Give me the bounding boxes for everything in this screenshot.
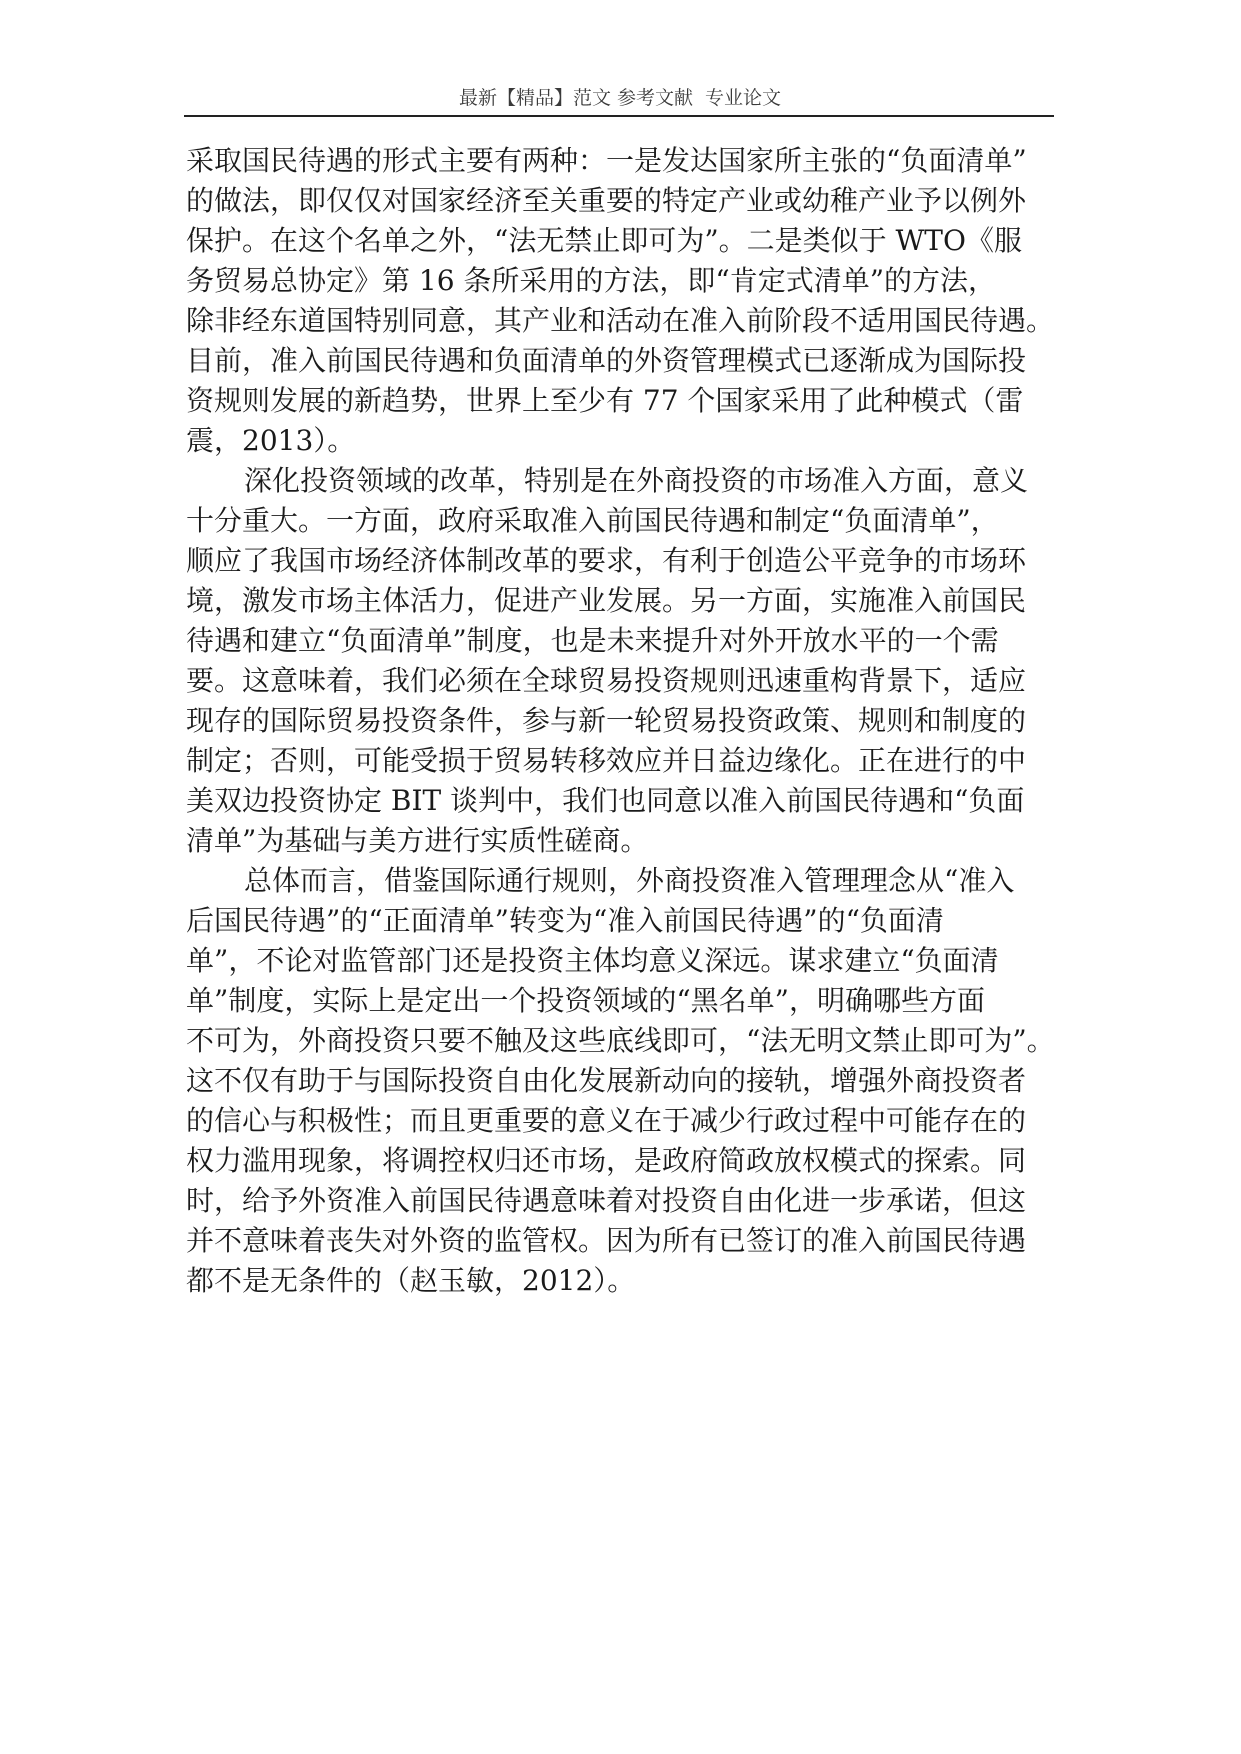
text-line: 十分重大。一方面，政府采取准入前国民待遇和制定“负面清单”， bbox=[186, 504, 999, 537]
page-header: 最新【精品】范文 参考文献 专业论文 bbox=[458, 87, 782, 109]
text-line: 单”制度，实际上是定出一个投资领域的“黑名单”，明确哪些方面 bbox=[186, 984, 985, 1017]
text-line: 制定；否则，可能受损于贸易转移效应并日益边缘化。正在进行的中 bbox=[186, 744, 1027, 777]
text-line: 的做法，即仅仅对国家经济至关重要的特定产业或幼稚产业予以例外 bbox=[186, 184, 1027, 217]
text-line: 清单”为基础与美方进行实质性磋商。 bbox=[186, 824, 649, 857]
text-line: 要。这意味着，我们必须在全球贸易投资规则迅速重构背景下，适应 bbox=[186, 664, 1027, 697]
text-line: 目前，准入前国民待遇和负面清单的外资管理模式已逐渐成为国际投 bbox=[186, 344, 1027, 377]
text-line: 总体而言，借鉴国际通行规则，外商投资准入管理理念从“准入 bbox=[244, 864, 1015, 897]
body-text bbox=[186, 141, 1060, 1301]
text-line: 并不意味着丧失对外资的监管权。因为所有已签订的准入前国民待遇 bbox=[186, 1224, 1027, 1257]
header-rule bbox=[184, 115, 1054, 117]
paragraph-1 bbox=[186, 141, 1060, 461]
paragraph-3 bbox=[186, 861, 1060, 1301]
text-line: 不可为，外商投资只要不触及这些底线即可，“法无明文禁止即可为”。 bbox=[186, 1024, 1055, 1057]
text-line: 时，给予外资准入前国民待遇意味着对投资自由化进一步承诺，但这 bbox=[186, 1184, 1027, 1217]
text-line: 单”，不论对监管部门还是投资主体均意义深远。谋求建立“负面清 bbox=[186, 944, 999, 977]
text-line: 深化投资领域的改革，特别是在外商投资的市场准入方面，意义 bbox=[244, 464, 1029, 497]
text-line: 除非经东道国特别同意，其产业和活动在准入前阶段不适用国民待遇。 bbox=[186, 304, 1055, 337]
text-line: 资规则发展的新趋势，世界上至少有 77 个国家采用了此种模式（雷 bbox=[186, 384, 1024, 417]
text-line: 务贸易总协定》第 16 条所采用的方法，即“肯定式清单”的方法， bbox=[186, 264, 997, 297]
text-line: 都不是无条件的（赵玉敏，2012）。 bbox=[186, 1264, 636, 1297]
text-line: 顺应了我国市场经济体制改革的要求，有利于创造公平竞争的市场环 bbox=[186, 544, 1027, 577]
text-line: 权力滥用现象，将调控权归还市场，是政府简政放权模式的探索。同 bbox=[186, 1144, 1027, 1177]
paragraph-2 bbox=[186, 461, 1060, 861]
text-line: 这不仅有助于与国际投资自由化发展新动向的接轨，增强外商投资者 bbox=[186, 1064, 1027, 1097]
text-line: 采取国民待遇的形式主要有两种：一是发达国家所主张的“负面清单” bbox=[186, 144, 1027, 177]
text-line: 美双边投资协定 BIT 谈判中，我们也同意以准入前国民待遇和“负面 bbox=[186, 784, 1025, 817]
text-line: 震，2013）。 bbox=[186, 424, 356, 457]
text-line: 待遇和建立“负面清单”制度，也是未来提升对外开放水平的一个需 bbox=[186, 624, 999, 657]
text-line: 的信心与积极性；而且更重要的意义在于减少行政过程中可能存在的 bbox=[186, 1104, 1027, 1137]
text-line: 境，激发市场主体活力，促进产业发展。另一方面，实施准入前国民 bbox=[186, 584, 1027, 617]
text-line: 保护。在这个名单之外，“法无禁止即可为”。二是类似于 WTO《服 bbox=[186, 224, 1022, 257]
text-line: 现存的国际贸易投资条件，参与新一轮贸易投资政策、规则和制度的 bbox=[186, 704, 1027, 737]
text-line: 后国民待遇”的“正面清单”转变为“准入前国民待遇”的“负面清 bbox=[186, 904, 944, 937]
